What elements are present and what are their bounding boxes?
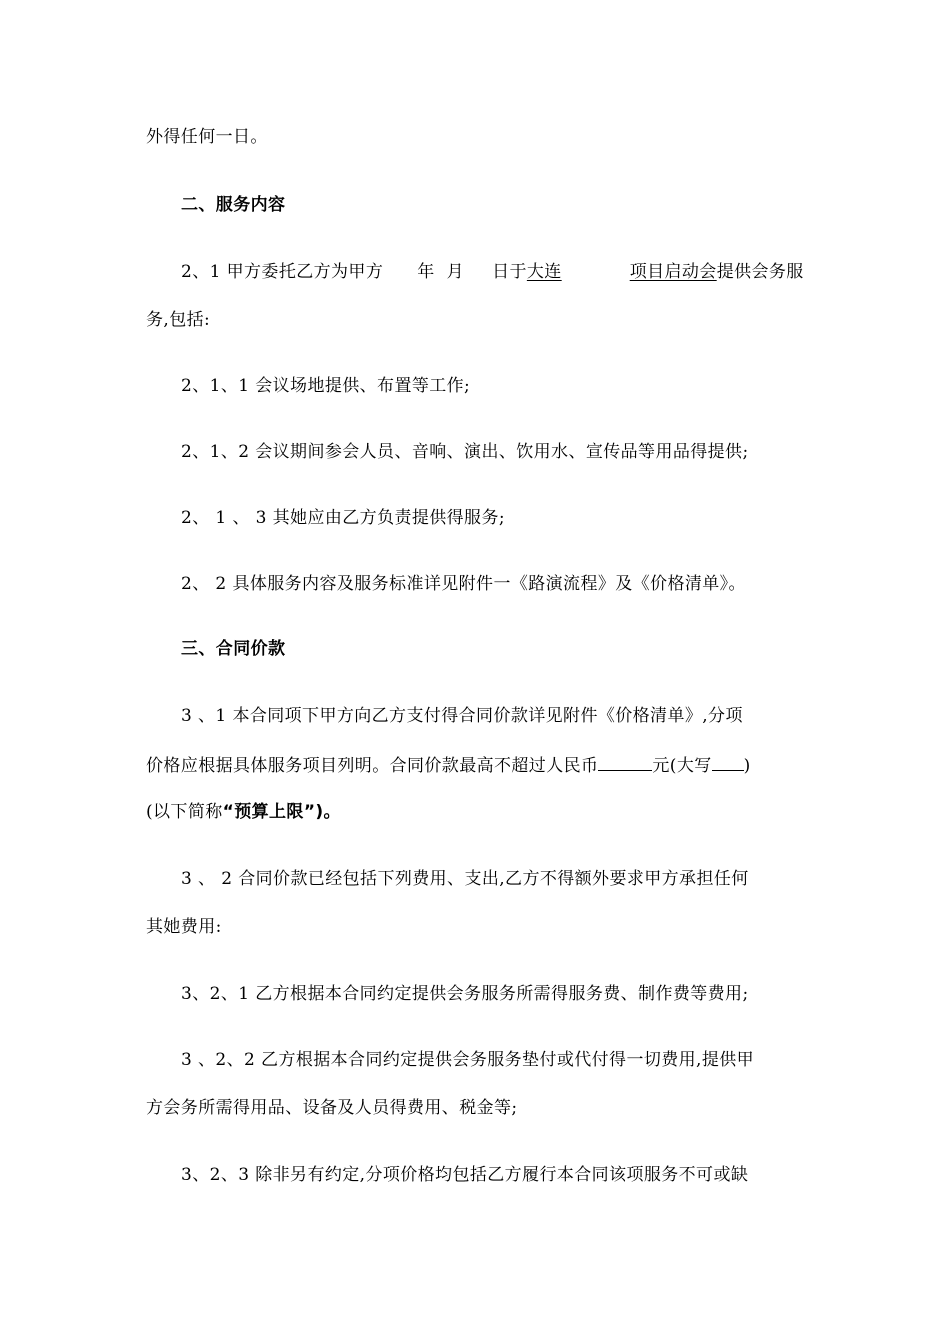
- budget-cap-term: “预算上限”: [222, 802, 316, 822]
- clause-3-2-1: 3、2、1 乙方根据本合同约定提供会务服务所需得服务费、制作费等费用;: [181, 984, 749, 1004]
- section-heading-services: 二、服务内容: [181, 195, 286, 215]
- clause-3-1-cont: [146, 752, 751, 778]
- clause-2-1-2: 2、1、2 会议期间参会人员、音响、演出、饮用水、宣传品等用品得提供;: [181, 442, 749, 462]
- clause-text: 2、1 甲方委托乙方为甲方: [181, 262, 384, 282]
- date-month-label: 月: [446, 262, 465, 282]
- clause-3-2-3: 3、2、3 除非另有约定,分项价格均包括乙方履行本合同该项服务不可或缺: [181, 1165, 749, 1185]
- clause-text: (以下简称: [146, 802, 223, 822]
- clause-3-1: 3 、1 本合同项下甲方向乙方支付得合同价款详见附件《价格清单》,分项: [181, 706, 743, 726]
- clause-3-2-2: 3 、2、2 乙方根据本合同约定提供会务服务垫付或代付得一切费用,提供甲: [181, 1050, 755, 1070]
- paragraph-line: 务,包括:: [146, 310, 211, 330]
- section-heading-price: 三、合同价款: [181, 639, 286, 659]
- clause-3-2: 3 、 2 合同价款已经包括下列费用、支出,乙方不得额外要求甲方承担任何: [181, 869, 749, 889]
- paragraph-line: 方会务所需得用品、设备及人员得费用、税金等;: [146, 1098, 518, 1118]
- clause-text: )。: [315, 802, 341, 822]
- amount-words-blank: [712, 752, 744, 771]
- clause-text: 元(大写: [652, 756, 712, 776]
- date-day-label: 日于: [492, 262, 527, 282]
- date-year-label: 年: [417, 262, 435, 282]
- clause-text: 提供会务服: [716, 262, 804, 282]
- filled-place: 大连 项目启动会: [526, 262, 717, 282]
- amount-blank: [598, 752, 652, 771]
- clause-2-2: 2、 2 具体服务内容及服务标准详见附件一《路演流程》及《价格清单》。: [181, 574, 746, 594]
- clause-2-1-1: 2、1、1 会议场地提供、布置等工作;: [181, 376, 471, 396]
- paragraph-line: 外得任何一日。: [146, 127, 268, 147]
- clause-text: 价格应根据具体服务项目列明。合同价款最高不超过人民币: [146, 756, 599, 776]
- clause-3-1-note: [146, 800, 341, 824]
- clause-2-1-3: 2、 1 、 3 其她应由乙方负责提供得服务;: [181, 508, 505, 528]
- paragraph-line: 其她费用:: [146, 917, 222, 937]
- clause-text: ): [743, 756, 751, 776]
- clause-2-1: [181, 260, 804, 284]
